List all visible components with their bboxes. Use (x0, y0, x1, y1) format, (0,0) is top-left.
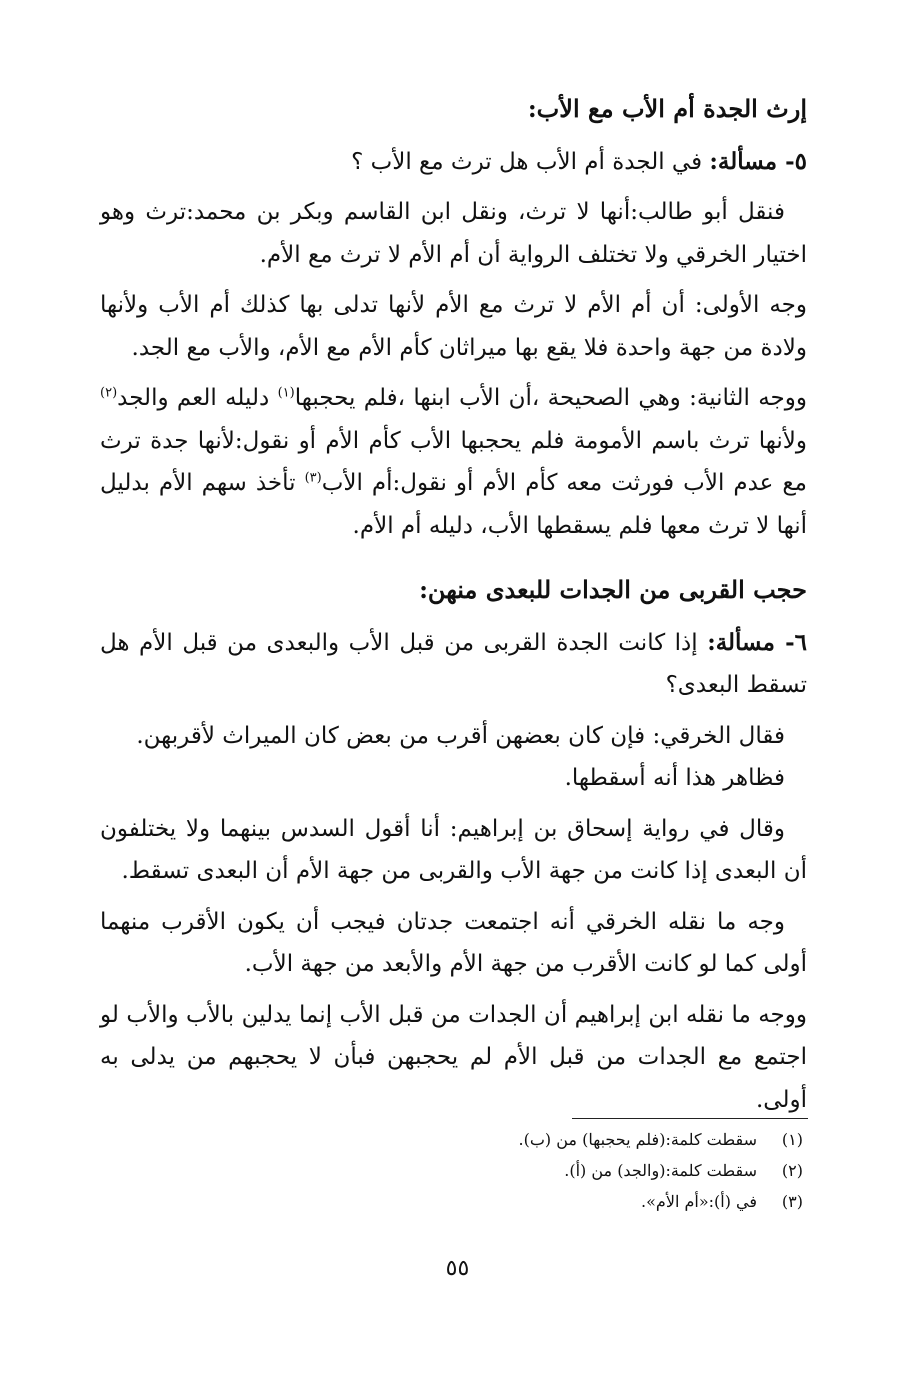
question-5-label: ٥- مسألة: (709, 147, 807, 175)
paragraph-3-part-c: ولأنها ترث باسم الأمومة فلم يحجبها الأب كأم الأم أو نقول:لأنها جدة ترث مع عدم الأب فورثت معه كأم الأم أو نقول:أم الأب (100, 427, 807, 496)
paragraph-3-part-d: تأخذ سهم الأم بدليل أنها لا ترث معها فلم يسقطها الأب، دليله أم الأم. (100, 470, 807, 539)
question-5 (100, 141, 807, 184)
footnote-ref-2: (٢) (100, 385, 118, 401)
footnote-number: (١) (781, 1130, 803, 1149)
question-6-text: إذا كانت الجدة القربى من قبل الأب والبعدى من قبل الأم هل تسقط البعدى؟ (100, 629, 807, 698)
paragraph-6: وقال في رواية إسحاق بن إبراهيم: أنا أقول السدس بينهما ولا يختلفون أن البعدى إذا كانت من جهة الأب والقربى من جهة الأم أن البعدى تسقط. (100, 815, 807, 884)
footnote-2 (383, 1155, 803, 1186)
footnote-1 (383, 1124, 803, 1155)
page-number: ٥٥ (445, 1256, 470, 1281)
footnote-text: سقطت كلمة:(فلم يحجبها) من (ب). (518, 1130, 757, 1149)
section-heading-2: حجب القربى من الجدات للبعدى منهن: (419, 575, 807, 604)
paragraph-4: فقال الخرقي: فإن كان بعضهن أقرب من بعض كان الميراث لأقربهن. (136, 722, 785, 749)
footnote-text: سقطت كلمة:(والجد) من (أ). (564, 1161, 757, 1180)
paragraph-7: وجه ما نقله الخرقي أنه اجتمعت جدتان فيجب أن يكون الأقرب منهما أولى كما لو كانت الأقرب من جهة الأم والأبعد من جهة الأب. (100, 908, 807, 977)
paragraph-2: وجه الأولى: أن أم الأم لا ترث مع الأم لأنها تدلى بها كذلك أم الأب ولأنها ولادة من جهة واحدة فلا يقع بها ميراثان كأم الأم مع الأم، والأب مع الجد. (100, 292, 807, 361)
question-6-label: ٦- مسألة: (707, 628, 808, 656)
paragraph-3 (100, 377, 807, 547)
question-6 (100, 622, 807, 707)
page-body (100, 88, 807, 1129)
paragraph-3-part-b: دليله العم والجد (117, 385, 278, 411)
question-5-text: في الجدة أم الأب هل ترث مع الأب ؟ (351, 148, 710, 175)
paragraph-5: فظاهر هذا أنه أسقطها. (564, 765, 785, 791)
footnote-divider (572, 1118, 808, 1119)
section-heading-1: إرث الجدة أم الأب مع الأب: (527, 94, 807, 123)
footnote-ref-3: (٣) (304, 470, 322, 486)
footnote-3 (383, 1186, 803, 1217)
footnote-number: (٢) (781, 1161, 803, 1180)
paragraph-8: ووجه ما نقله ابن إبراهيم أن الجدات من قبل الأب إنما يدلين بالأب والأب لو اجتمع مع الجدات من قبل الأم لم يحجبهن فبأن لا يحجبهم من يدلى به أولى. (100, 1001, 807, 1113)
footnotes (383, 1124, 803, 1217)
footnote-number: (٣) (781, 1192, 803, 1211)
paragraph-3-part-a: ووجه الثانية: وهي الصحيحة ،أن الأب ابنها ،فلم يحجبها (294, 385, 807, 411)
paragraph-1: فنقل أبو طالب:أنها لا ترث، ونقل ابن القاسم وبكر بن محمد:ترث وهو اختيار الخرقي ولا تختلف الرواية أن أم الأم لا ترث مع الأم. (100, 199, 807, 268)
footnote-text: في (أ):«أم الأم». (641, 1192, 757, 1211)
footnote-ref-1: (١) (277, 385, 295, 401)
